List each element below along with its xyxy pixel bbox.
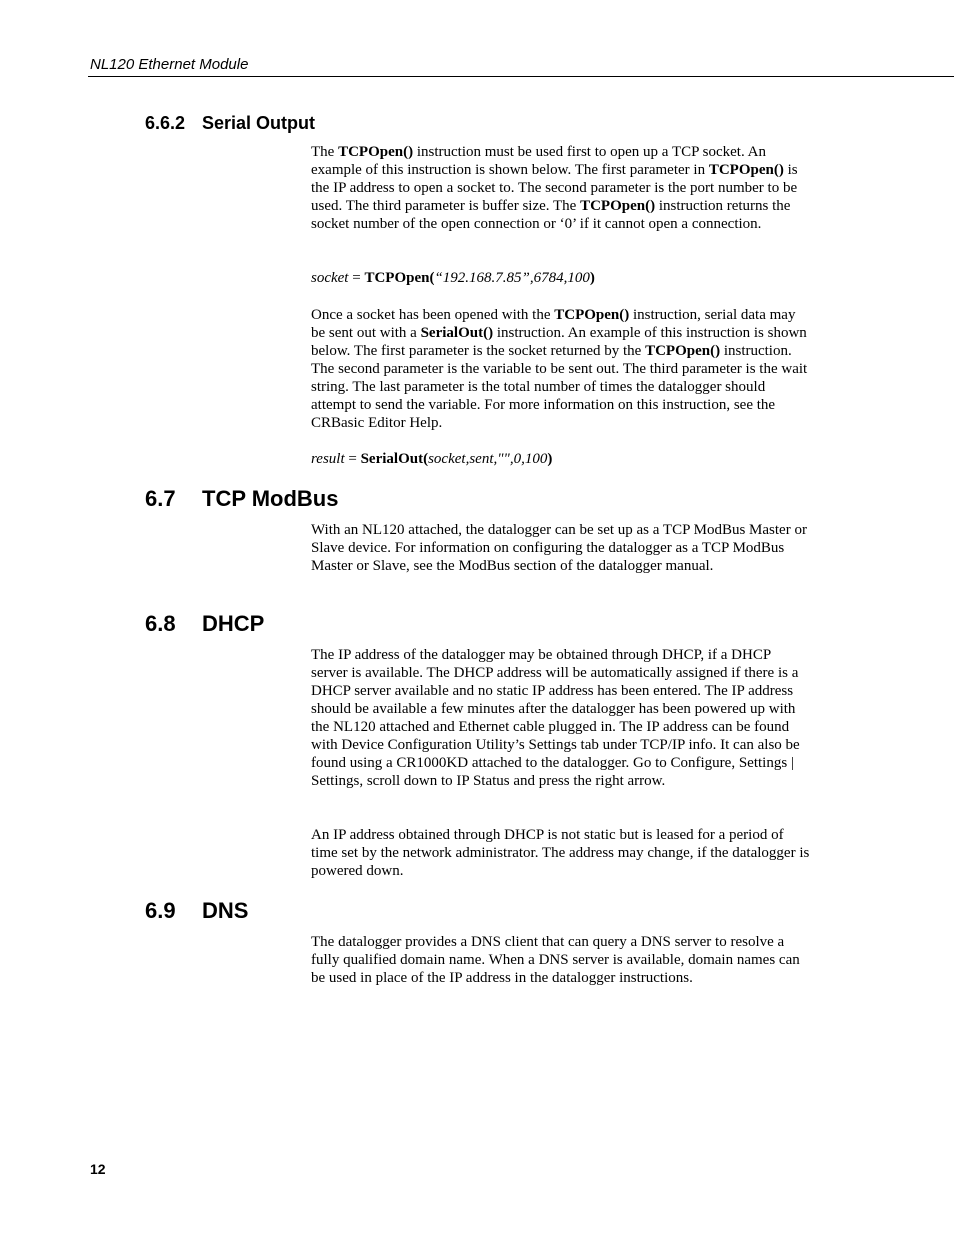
bold-text-run: TCPOpen() — [554, 307, 630, 323]
bold-text-run: TCPOpen() — [708, 162, 784, 178]
heading-tcp-modbus — [145, 486, 338, 512]
heading-serial-output — [145, 112, 315, 134]
paragraph-modbus — [311, 521, 811, 575]
text-run: = — [344, 451, 361, 467]
italic-text-run: socket — [311, 270, 349, 286]
text-run: instruction returns the socket number of the open connection or ‘0’ if it cannot open a connection. — [311, 198, 791, 232]
section-number: 6.7 — [145, 486, 176, 511]
section-title: TCP ModBus — [202, 486, 339, 511]
italic-text-run: “192.168.7.85”,6784,100 — [434, 270, 590, 286]
section-number: 6.9 — [145, 898, 176, 923]
text-run: An IP address obtained through DHCP is not static but is leased for a period of time set by the network administrator. The address may change, if the datalogger is powered down. — [311, 827, 810, 879]
bold-text-run: TCPOpen() — [338, 144, 414, 160]
running-header: NL120 Ethernet Module — [90, 56, 249, 73]
page-number: 12 — [90, 1161, 106, 1177]
text-run: The datalogger provides a DNS client that can query a DNS server to resolve a fully qualified domain name. When a DNS server is available, domain names can be used in place of the IP address in the datalogger instructions. — [311, 934, 800, 986]
section-title: Serial Output — [202, 113, 316, 133]
text-run: instruction. The second parameter is the variable to be sent out. The third parameter is the wait string. The last parameter is the total number of times the datalogger should attempt to send the variable. For more information on this instruction, see the CRBasic Editor Help. — [311, 343, 808, 431]
paragraph-dhcp-lease — [311, 826, 811, 880]
section-number: 6.8 — [145, 611, 176, 636]
paragraph-serialout — [311, 306, 811, 432]
paragraph-tcpopen — [311, 143, 811, 233]
bold-text-run: ) — [589, 270, 595, 286]
bold-text-run: TCPOpen() — [645, 343, 721, 359]
text-run: The — [311, 144, 339, 160]
text-run: instruction must be used first to open up a TCP socket. An example of this instruction is shown below. The first parameter in — [311, 144, 766, 178]
header-rule — [88, 76, 954, 77]
italic-text-run: socket,sent,"",0,100 — [428, 451, 548, 467]
text-run: With an NL120 attached, the datalogger can be set up as a TCP ModBus Master or Slave device. For information on configuring the datalogger as a TCP ModBus Master or Slave, see the ModBus section of the datalogger manual. — [311, 522, 807, 574]
code-example-serialout — [311, 450, 811, 468]
bold-text-run: TCPOpen( — [364, 270, 435, 286]
section-title: DHCP — [202, 611, 265, 636]
section-title: DNS — [202, 898, 249, 923]
bold-text-run: TCPOpen() — [580, 198, 656, 214]
paragraph-dns — [311, 933, 811, 987]
heading-dhcp — [145, 611, 264, 637]
text-run: Once a socket has been opened with the — [311, 307, 555, 323]
italic-text-run: result — [311, 451, 345, 467]
text-run: is the IP address to open a socket to. The second parameter is the port number to be used. The third parameter is buffer size. The — [311, 162, 798, 214]
text-run: instruction, serial data may be sent out with a — [311, 307, 796, 341]
text-run: = — [348, 270, 365, 286]
bold-text-run: SerialOut() — [420, 325, 494, 341]
heading-dns — [145, 898, 248, 924]
bold-text-run: SerialOut( — [360, 451, 429, 467]
text-run: instruction. An example of this instruction is shown below. The first parameter is the socket returned by the — [311, 325, 807, 359]
bold-text-run: ) — [547, 451, 553, 467]
code-example-tcpopen — [311, 269, 811, 287]
section-number: 6.6.2 — [145, 113, 186, 133]
paragraph-dhcp — [311, 646, 811, 790]
text-run: The IP address of the datalogger may be obtained through DHCP, if a DHCP server is available. The DHCP address will be automatically assigned if there is a DHCP server available and no static IP address has been entered. The IP address should be available a few minutes after the datalogger has been powered up with the NL120 attached and Ethernet cable plugged in. The IP address can be found with Device Configuration Utility’s Settings tab under TCP/IP info. It can also be found using a CR1000KD attached to the datalogger. Go to Configure, Settings | Settings, scroll down to IP Status and press the right arrow. — [311, 647, 800, 789]
